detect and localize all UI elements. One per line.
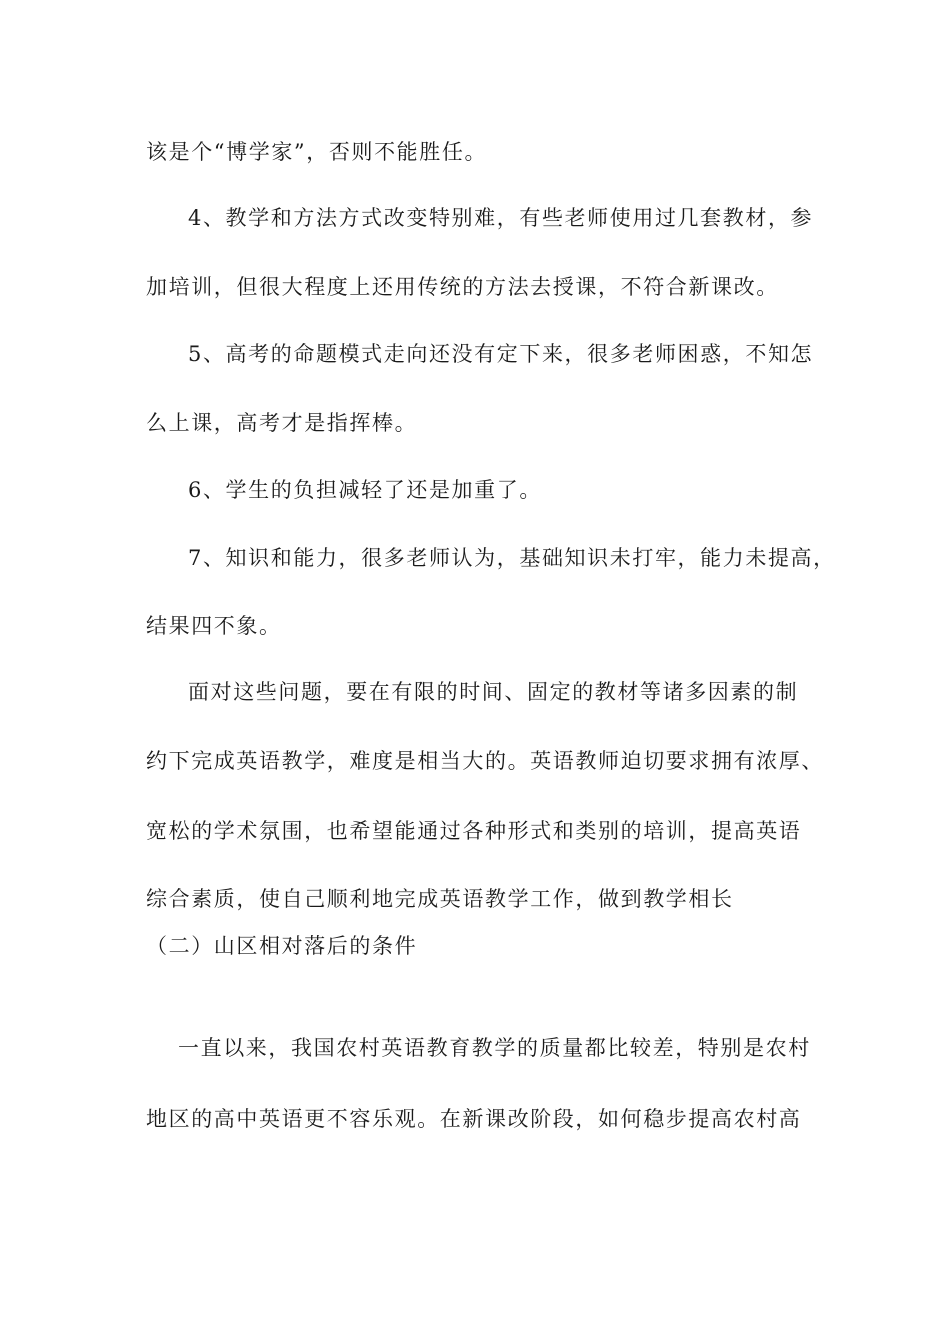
text-line: 7、知识和能力，很多老师认为，基础知识未打牢，能力未提高， [188, 546, 836, 570]
section-heading: （二）山区相对落后的条件 [146, 934, 418, 958]
text-line: 地区的高中英语更不容乐观。在新课改阶段，如何稳步提高农村高 [146, 1107, 802, 1131]
text-line: 宽松的学术氛围，也希望能通过各种形式和类别的培训，提高英语 [146, 819, 802, 843]
text-line: 该是个“博学家”，否则不能胜任。 [146, 140, 488, 164]
text-line: 结果四不象。 [146, 614, 282, 638]
text-line: 加培训，但很大程度上还用传统的方法去授课，不符合新课改。 [146, 275, 779, 299]
text-line: 约下完成英语教学，难度是相当大的。英语教师迫切要求拥有浓厚、 [146, 749, 824, 773]
text-line: 一直以来，我国农村英语教育教学的质量都比较差，特别是农村 [178, 1036, 811, 1060]
text-line: 么上课，高考才是指挥棒。 [146, 411, 418, 435]
text-line: 5、高考的命题模式走向还没有定下来，很多老师困惑，不知怎 [188, 342, 814, 366]
text-line: 6、学生的负担减轻了还是加重了。 [188, 478, 542, 502]
text-line: 4、教学和方法方式改变特别难，有些老师使用过几套教材，参 [188, 206, 814, 230]
text-line: 面对这些问题，要在有限的时间、固定的教材等诸多因素的制 [188, 680, 799, 704]
text-line: 综合素质，使自己顺利地完成英语教学工作，做到教学相长 [146, 887, 734, 911]
